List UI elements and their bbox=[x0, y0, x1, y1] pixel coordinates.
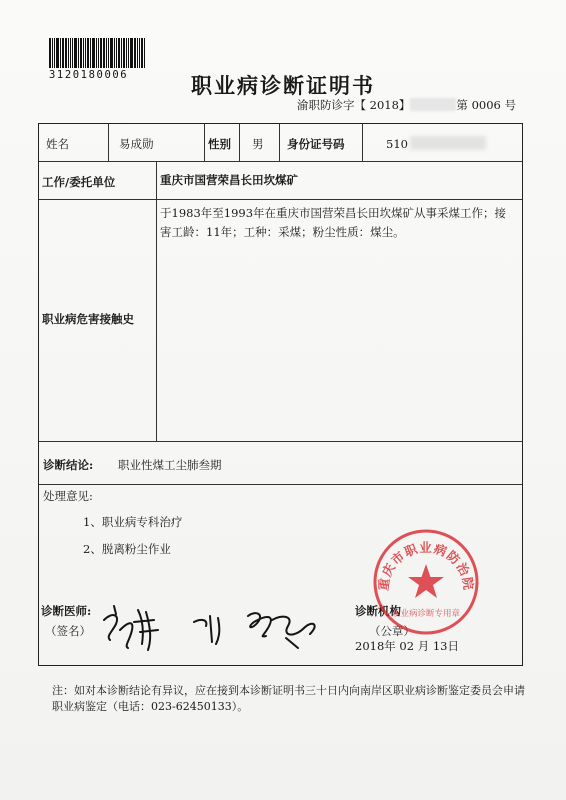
svg-text:重庆市职业病防治院: 重庆市职业病防治院 bbox=[375, 540, 477, 592]
diagnosis-value: 职业性煤工尘肺叁期 bbox=[118, 458, 222, 472]
diagnosis-date: 2018年 02 月 13日 bbox=[355, 639, 459, 653]
sign-note: （签名） bbox=[45, 624, 91, 638]
col-divider bbox=[204, 124, 205, 161]
document-title: 职业病诊断证明书 bbox=[191, 73, 375, 98]
treatment-label: 处理意见: bbox=[43, 489, 93, 503]
barcode-bar bbox=[126, 38, 127, 68]
barcode-bar bbox=[137, 38, 138, 68]
barcode-bar bbox=[56, 38, 59, 68]
barcode-bar bbox=[72, 38, 73, 68]
doctor-signatures bbox=[98, 600, 328, 656]
doctor-label: 诊断医师: bbox=[41, 604, 92, 618]
official-seal bbox=[372, 528, 480, 636]
barcode-bar bbox=[144, 38, 145, 68]
barcode-bar bbox=[134, 38, 136, 68]
row-divider bbox=[39, 161, 522, 162]
barcode-bar bbox=[49, 38, 51, 68]
barcode bbox=[49, 38, 151, 68]
id-label: 身份证号码 bbox=[287, 137, 345, 151]
document-number-suffix: 第 0006 号 bbox=[456, 98, 516, 112]
col-divider bbox=[362, 124, 363, 161]
col-divider bbox=[239, 124, 240, 161]
barcode-bar bbox=[85, 38, 86, 68]
barcode-bar bbox=[90, 38, 91, 68]
row-divider bbox=[39, 199, 522, 200]
barcode-bar bbox=[128, 38, 129, 68]
redacted-mark bbox=[410, 136, 486, 150]
treatment-item: 1、职业病专科治疗 bbox=[83, 515, 183, 529]
barcode-bar bbox=[121, 38, 122, 68]
barcode-bar bbox=[118, 38, 120, 68]
barcode-bar bbox=[139, 38, 140, 68]
document-number-prefix: 渝职防诊字【 2018】 bbox=[297, 98, 411, 112]
row-divider bbox=[39, 441, 522, 442]
barcode-bar bbox=[141, 38, 143, 68]
seal-note: （公章） bbox=[369, 624, 415, 638]
barcode-bar bbox=[123, 38, 125, 68]
treatment-item: 2、脱离粉尘作业 bbox=[83, 542, 171, 556]
employer-value: 重庆市国营荣昌长田坎煤矿 bbox=[160, 173, 298, 187]
barcode-bar bbox=[52, 38, 53, 68]
barcode-bar bbox=[98, 38, 99, 68]
exposure-text: 于1983年至1993年在重庆市国营荣昌长田坎煤矿从事采煤工作；接害工龄：11年；工种：采煤；粉尘性质：煤尘。 bbox=[160, 206, 507, 239]
row-divider bbox=[39, 484, 522, 485]
barcode-bar bbox=[106, 38, 107, 68]
barcode-bar bbox=[92, 38, 95, 68]
barcode-bar bbox=[87, 38, 89, 68]
gender-value: 男 bbox=[252, 137, 264, 151]
barcode-bar bbox=[70, 38, 71, 68]
barcode-bar bbox=[110, 38, 113, 68]
id-value bbox=[386, 136, 486, 151]
barcode-bar bbox=[130, 38, 133, 68]
exposure-label: 职业病危害接触史 bbox=[42, 312, 134, 326]
name-label: 姓名 bbox=[46, 137, 69, 151]
org-label: 诊断机构 bbox=[355, 604, 401, 618]
col-divider bbox=[108, 124, 109, 161]
barcode-bar bbox=[103, 38, 105, 68]
barcode-bar bbox=[116, 38, 117, 68]
id-number-visible: 510 bbox=[386, 137, 408, 151]
svg-text:职业病诊断专用章: 职业病诊断专用章 bbox=[391, 609, 461, 619]
barcode-bar bbox=[114, 38, 115, 68]
barcode-bar bbox=[80, 38, 82, 68]
employer-label: 工作/委托单位 bbox=[42, 175, 116, 189]
barcode-bar bbox=[96, 38, 97, 68]
barcode-number: 3120180006 bbox=[49, 69, 129, 81]
barcode-bar bbox=[54, 38, 55, 68]
footnote: 注：如对本诊断结论有异议，应在接到本诊断证明书三十日内向南岸区职业病诊断鉴定委员会申请职业病鉴定（电话：023-62450133）。 bbox=[52, 684, 525, 713]
barcode-bar bbox=[108, 38, 109, 68]
gender-label: 性别 bbox=[208, 137, 231, 151]
barcode-bar bbox=[78, 38, 79, 68]
barcode-bar bbox=[65, 38, 67, 68]
barcode-bar bbox=[74, 38, 77, 68]
barcode-bar bbox=[83, 38, 84, 68]
name-value: 易成勋 bbox=[119, 137, 154, 151]
barcode-bar bbox=[100, 38, 102, 68]
barcode-bar bbox=[62, 38, 64, 68]
barcode-bar bbox=[60, 38, 61, 68]
diagnosis-label: 诊断结论: bbox=[43, 458, 94, 472]
col-divider bbox=[279, 124, 280, 161]
document-number bbox=[297, 97, 516, 113]
barcode-bar bbox=[68, 38, 69, 68]
col-divider bbox=[156, 161, 157, 441]
redacted-mark bbox=[410, 98, 456, 111]
